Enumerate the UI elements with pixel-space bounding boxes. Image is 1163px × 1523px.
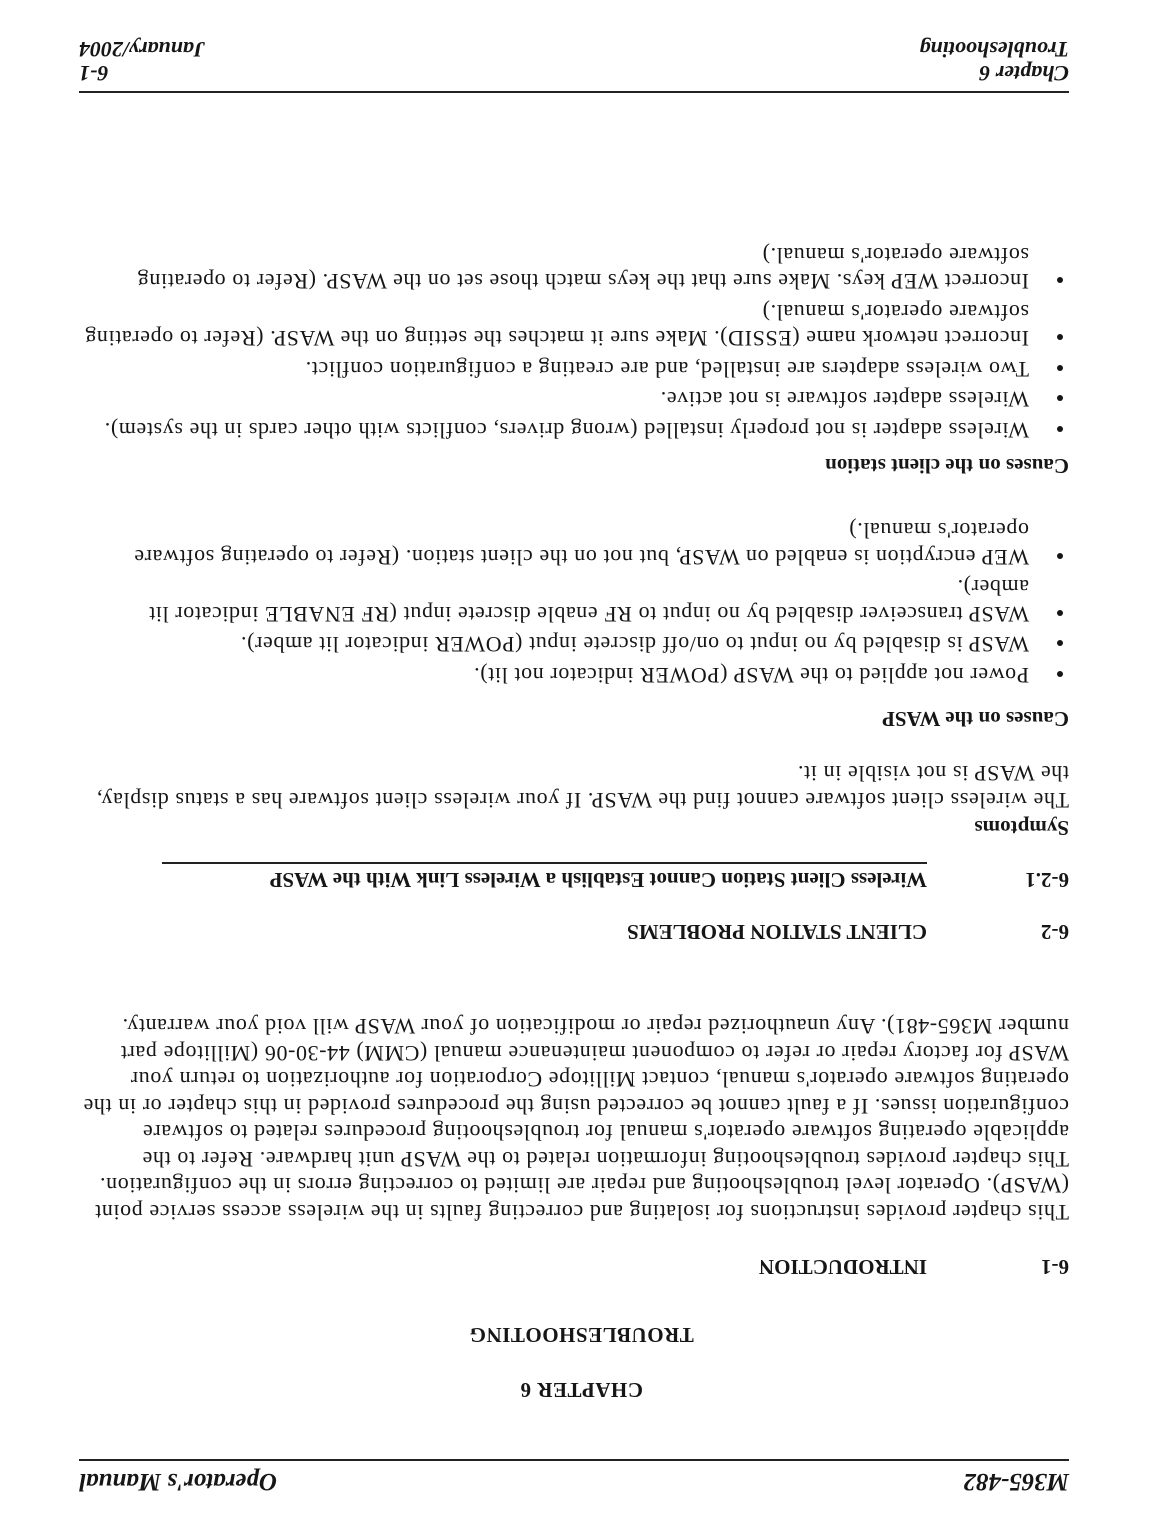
bullet-icon [1057, 553, 1063, 559]
bullet-icon [1057, 610, 1063, 616]
subsection-number: 6-2.1 [1025, 868, 1069, 892]
introduction-paragraph: This chapter provides instructions for isolating and correcting faults in the wireless access service point (WASP). Operator level troubleshooting and repair are limited to correcting errors in the configuration. This chapter provides troubleshooting information related to the WASP unit hardware. Refer to the applicable operating software operator's manual for troubleshooting procedures related to software configuration issues. If a fault cannot be corrected using the procedures provided in this chapter or in the operating software operator's manual, contact Millitope Corporation for authorization to return your WASP for factory repair or refer to component maintenance manual (CMM) 44-30-06 (Millitope part number M365-481). Any unauthorized repair or modification of your WASP will void your warranty. [82, 1014, 1069, 1225]
subsection-title: Wireless Client Station Cannot Establish a Wireless Link With the WASP [269, 868, 927, 892]
list-item: Power not applied to the WASP (POWER indicator not lit). [79, 662, 1069, 689]
list-item: Incorrect WEP keys. Make sure that the keys match those set on the WASP. (Refer to operating software operator's manual.) [79, 242, 1069, 295]
list-item: WEP encryption is enabled on WASP, but not on the client station. (Refer to operating software operator's manual.) [79, 517, 1069, 570]
wasp-causes-heading: Causes on the WASP [882, 707, 1069, 731]
wasp-causes-list [79, 513, 1069, 688]
list-item: WASP transceiver disabled by no input to RF enable discrete input (RF ENABLE indicator lit amber). [79, 574, 1069, 627]
bullet-icon [1057, 335, 1063, 341]
list-item: Wireless adapter software is not active. [79, 386, 1069, 413]
subsection-underline [162, 862, 927, 864]
list-item: Two wireless adapters are installed, and are creating a configuration conflict. [79, 356, 1069, 383]
section-title: CLIENT STATION PROBLEMS [627, 920, 927, 944]
bullet-icon [1057, 396, 1063, 402]
section-heading-client-station-problems [0, 916, 1163, 944]
footer-page-info [79, 37, 205, 85]
client-causes-heading: Causes on the client station [825, 454, 1069, 478]
section-number: 6-2 [1041, 920, 1069, 944]
manual-title: Operator's Manual [79, 1468, 277, 1495]
bullet-icon [1057, 671, 1063, 677]
client-causes-list [79, 238, 1069, 444]
footer-date: January/2004 [79, 37, 205, 62]
subsection-heading-wireless-link [0, 864, 1163, 892]
section-title: INTRODUCTION [758, 1255, 927, 1279]
symptoms-paragraph: The wireless client software cannot find the WASP. If your wireless client software has a status display, the WASP is not visible in it. [96, 761, 1069, 813]
list-item: WASP is disabled by no input to on/off discrete input (POWER indicator lit amber). [79, 631, 1069, 658]
bullet-icon [1057, 365, 1063, 371]
manual-number: M365-482 [963, 1468, 1069, 1495]
list-item: Wireless adapter is not properly installed (wrong drivers, conflicts with other cards in the system). [79, 417, 1069, 444]
footer-chapter-name: Troubleshooting [919, 37, 1069, 62]
footer-chapter [919, 37, 1069, 85]
footer-page-number: 6-1 [79, 61, 109, 86]
symptoms-heading: Symptoms [974, 816, 1069, 840]
bullet-icon [1057, 426, 1063, 432]
chapter-title: TROUBLESHOOTING [469, 1323, 694, 1347]
list-item: Incorrect network name (ESSID). Make sure it matches the setting on the WASP. (Refer to operating software operator's manual.) [79, 299, 1069, 352]
page-footer [79, 35, 1069, 93]
section-number: 6-1 [1041, 1255, 1069, 1279]
bullet-icon [1057, 278, 1063, 284]
footer-chapter-label: Chapter 6 [979, 61, 1069, 86]
chapter-number: CHAPTER 6 [520, 1378, 643, 1402]
page-header [79, 1459, 1069, 1495]
bullet-icon [1057, 641, 1063, 647]
section-heading-introduction [0, 1251, 1163, 1279]
